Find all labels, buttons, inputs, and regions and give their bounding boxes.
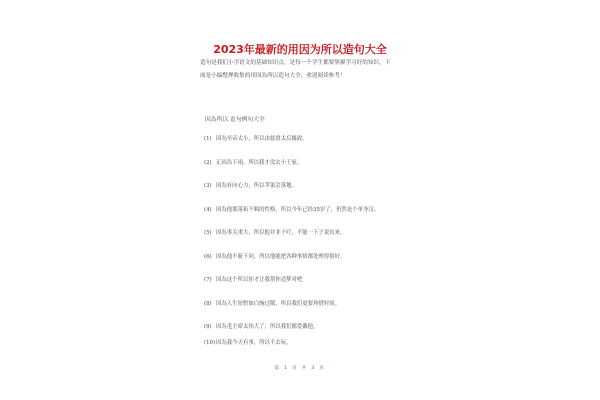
sentence-number: (10) bbox=[204, 340, 216, 346]
sentence-item bbox=[204, 158, 302, 166]
sentence-number: (5) bbox=[204, 230, 212, 236]
intro-line: 造句是我们小学语文的基础知识点，是每一个学生都要掌握学习好的知识，下 bbox=[200, 60, 391, 66]
intro-line: 面是小编整理收集的用因為所以造句大全，欢迎阅读参考！ bbox=[200, 72, 346, 79]
sentence-item bbox=[204, 181, 297, 189]
sentence-item bbox=[204, 322, 318, 330]
sentence-text: 因為这个所以你才让我帮你造梦对吧 bbox=[216, 277, 303, 283]
section-heading: 因為所以 造句例句大全 bbox=[205, 117, 265, 123]
sentence-number: (2) bbox=[204, 159, 212, 166]
sentence-item bbox=[204, 134, 308, 142]
sentence-item bbox=[204, 338, 291, 346]
sentence-number: (6) bbox=[204, 253, 212, 260]
sentence-number: (4) bbox=[204, 206, 212, 213]
intro-paragraph bbox=[200, 57, 408, 82]
sentence-number: (7) bbox=[204, 277, 212, 283]
sentence-number: (9) bbox=[204, 324, 212, 330]
sentence-text: 因為毛主席太伟大了，所以我们都爱戴他。 bbox=[216, 324, 319, 330]
sentence-text: 正因為下雨，所以我才没去小王家。 bbox=[216, 159, 303, 166]
sentence-text: 因為人生短暂如白驹过隙，所以我们更要珍惜时间。 bbox=[216, 300, 340, 307]
sentence-text: 因為事关重大，所以他并非千叮，不能一下子说出来。 bbox=[216, 230, 346, 236]
sentence-text: 因為至帝太小，所以由慈禧太后摄政。 bbox=[216, 136, 308, 142]
sentence-item bbox=[204, 252, 345, 260]
sentence-number: (8) bbox=[204, 300, 212, 307]
sentence-text: 因為我今天有事，所以不去玩。 bbox=[216, 340, 292, 346]
sentence-number: (1) bbox=[204, 136, 212, 142]
sentence-item bbox=[204, 275, 302, 283]
document-title: 2023年最新的用因为所以造句大全 bbox=[213, 43, 387, 56]
sentence-item bbox=[204, 228, 345, 236]
sentence-item bbox=[204, 299, 340, 307]
sentence-item bbox=[204, 205, 379, 213]
sentence-text: 因為他那落拓不羁的性格，所以今年已经35岁了，仍然是个单身汉。 bbox=[216, 206, 380, 213]
sentence-text: 因為有向心力，所以苹果会落地。 bbox=[216, 183, 297, 189]
sentence-number: (3) bbox=[204, 183, 212, 189]
page-footer: 第 1 页 共 3 页 bbox=[274, 366, 326, 371]
sentence-text: 因為他不耻下问，所以他能把各种事情都处理得很好。 bbox=[216, 253, 346, 260]
